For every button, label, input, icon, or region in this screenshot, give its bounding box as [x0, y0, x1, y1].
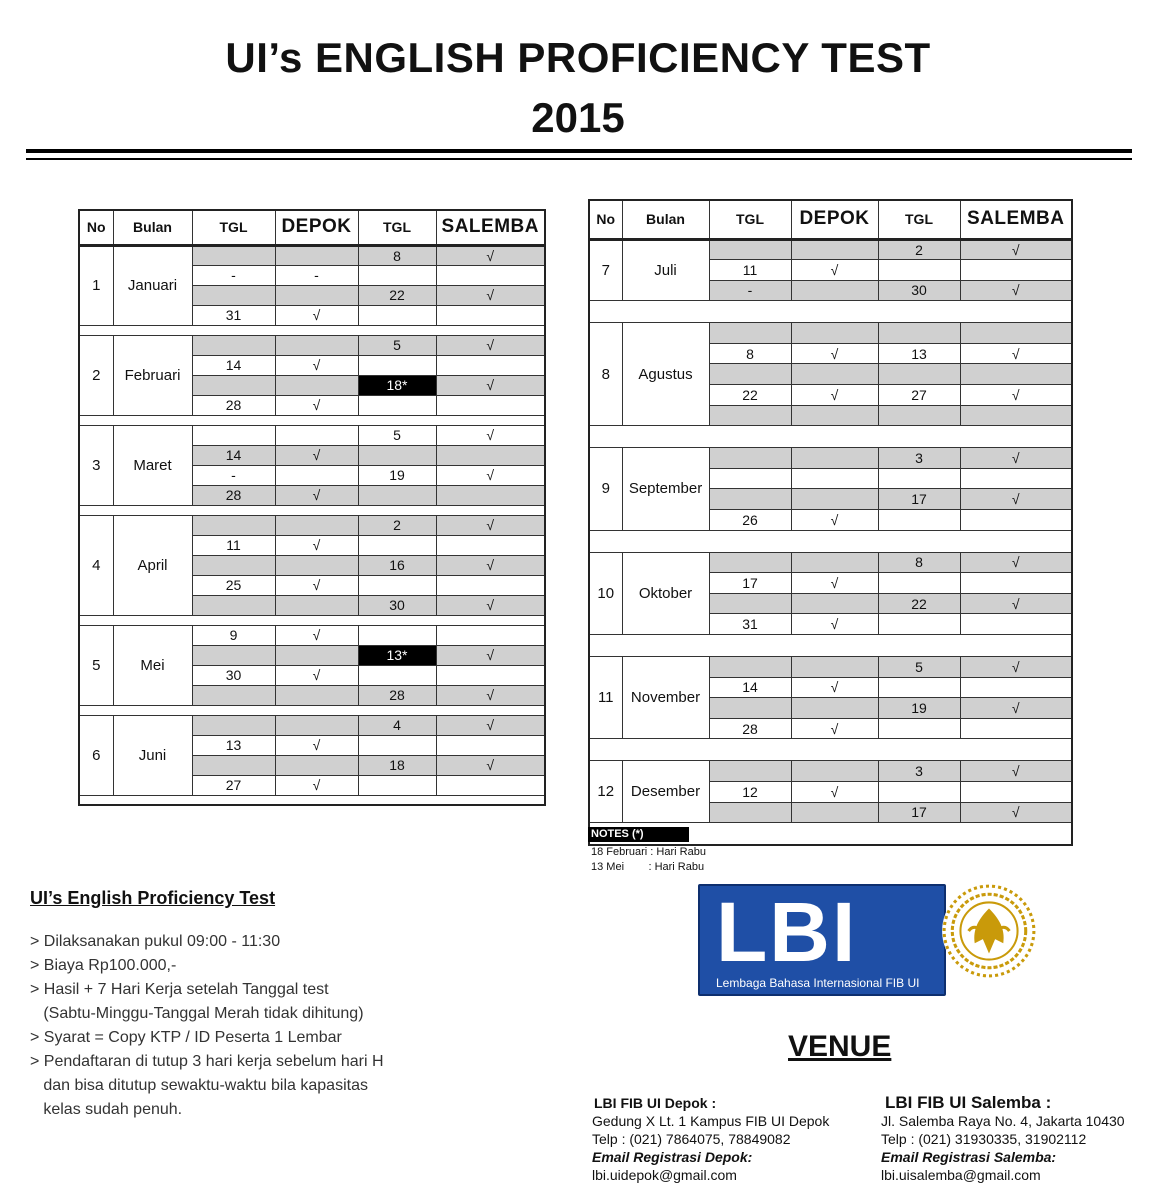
- salemba-date-cell: 3: [878, 761, 960, 782]
- salemba-date-cell: [878, 573, 960, 594]
- depok-date-cell: 17: [709, 573, 791, 594]
- depok-date-cell: 28: [709, 718, 791, 739]
- table-row: [79, 515, 545, 535]
- salemba-date-cell: [878, 364, 960, 385]
- month-number: 4: [79, 515, 113, 615]
- info-line: > Syarat = Copy KTP / ID Peserta 1 Lembar: [30, 1029, 342, 1046]
- depok-date-cell: 28: [192, 485, 275, 505]
- salemba-date-cell: [358, 305, 436, 325]
- table-row: [79, 625, 545, 645]
- salemba-check-cell: [436, 305, 545, 325]
- month-separator: [79, 795, 545, 805]
- table-row: [589, 323, 1072, 344]
- venue-depok-email[interactable]: lbi.uidepok@gmail.com: [592, 1167, 737, 1183]
- depok-check-cell: √: [275, 575, 358, 595]
- month-separator: [589, 301, 1072, 323]
- salemba-check-cell: √: [436, 375, 545, 395]
- salemba-date-cell: 22: [878, 593, 960, 614]
- salemba-check-cell: √: [960, 489, 1072, 510]
- depok-date-cell: [709, 802, 791, 823]
- salemba-check-cell: [436, 485, 545, 505]
- info-line: (Sabtu-Minggu-Tanggal Merah tidak dihitung): [30, 1005, 364, 1022]
- salemba-date-cell: 30: [878, 280, 960, 301]
- month-name: Oktober: [622, 552, 709, 634]
- salemba-date-cell: [358, 575, 436, 595]
- venue-depok-phone: Telp : (021) 7864075, 78849082: [592, 1131, 791, 1147]
- venue-depok: [592, 1094, 829, 1184]
- salemba-check-cell: √: [436, 685, 545, 705]
- depok-date-cell: 14: [192, 445, 275, 465]
- salemba-date-cell: [878, 260, 960, 281]
- month-name: Januari: [113, 245, 192, 325]
- salemba-date-cell: 4: [358, 715, 436, 735]
- month-name: Juli: [622, 239, 709, 301]
- header-depok: DEPOK: [791, 200, 878, 239]
- salemba-check-cell: [960, 510, 1072, 531]
- info-line: > Biaya Rp100.000,-: [30, 957, 177, 974]
- depok-date-cell: 22: [709, 385, 791, 406]
- venue-depok-address: Gedung X Lt. 1 Kampus FIB UI Depok: [592, 1113, 830, 1129]
- depok-date-cell: [192, 335, 275, 355]
- header-no: No: [79, 210, 113, 245]
- salemba-check-cell: [960, 323, 1072, 344]
- depok-check-cell: √: [275, 665, 358, 685]
- logo-subtitle: Lembaga Bahasa Internasional FIB UI: [716, 976, 920, 990]
- depok-date-cell: [192, 245, 275, 265]
- table-row: [589, 239, 1072, 260]
- depok-check-cell: √: [275, 305, 358, 325]
- depok-date-cell: [709, 405, 791, 426]
- depok-check-cell: √: [275, 445, 358, 465]
- schedule-table-jan-jun: [78, 209, 546, 806]
- depok-check-cell: [275, 515, 358, 535]
- salemba-check-cell: [960, 781, 1072, 802]
- salemba-check-cell: √: [960, 802, 1072, 823]
- month-separator: [79, 325, 545, 335]
- salemba-check-cell: √: [436, 285, 545, 305]
- depok-check-cell: √: [275, 355, 358, 375]
- salemba-check-cell: [960, 260, 1072, 281]
- depok-check-cell: [275, 755, 358, 775]
- month-number: 12: [589, 761, 622, 823]
- salemba-date-cell: 13: [878, 343, 960, 364]
- depok-date-cell: 11: [192, 535, 275, 555]
- salemba-check-cell: √: [960, 343, 1072, 364]
- salemba-check-cell: √: [436, 555, 545, 575]
- salemba-check-cell: √: [436, 515, 545, 535]
- venue-depok-email-label: Email Registrasi Depok:: [592, 1149, 753, 1165]
- salemba-check-cell: [960, 614, 1072, 635]
- month-name: Februari: [113, 335, 192, 415]
- salemba-check-cell: [960, 468, 1072, 489]
- salemba-check-cell: [436, 355, 545, 375]
- depok-date-cell: [709, 468, 791, 489]
- month-separator: [589, 635, 1072, 657]
- venue-salemba: [881, 1094, 1125, 1184]
- salemba-date-cell: 17: [878, 802, 960, 823]
- salemba-date-cell: 8: [878, 552, 960, 573]
- depok-date-cell: 8: [709, 343, 791, 364]
- header-bulan: Bulan: [113, 210, 192, 245]
- depok-check-cell: √: [791, 573, 878, 594]
- depok-date-cell: -: [192, 265, 275, 285]
- depok-date-cell: 12: [709, 781, 791, 802]
- depok-date-cell: [709, 552, 791, 573]
- venue-salemba-name: LBI FIB UI Salemba :: [885, 1093, 1052, 1112]
- header-tgl-salemba: TGL: [878, 200, 960, 239]
- salemba-date-cell: [358, 265, 436, 285]
- depok-check-cell: [275, 465, 358, 485]
- salemba-date-cell: 30: [358, 595, 436, 615]
- venue-salemba-address: Jl. Salemba Raya No. 4, Jakarta 10430: [881, 1113, 1125, 1129]
- depok-date-cell: 27: [192, 775, 275, 795]
- depok-date-cell: 31: [192, 305, 275, 325]
- salemba-date-cell: 22: [358, 285, 436, 305]
- depok-date-cell: 9: [192, 625, 275, 645]
- depok-date-cell: [192, 645, 275, 665]
- salemba-date-cell: 8: [358, 245, 436, 265]
- table-row: [79, 335, 545, 355]
- salemba-check-cell: √: [436, 245, 545, 265]
- salemba-date-cell: 17: [878, 489, 960, 510]
- depok-date-cell: [192, 595, 275, 615]
- month-number: 2: [79, 335, 113, 415]
- depok-check-cell: [275, 285, 358, 305]
- depok-check-cell: [791, 802, 878, 823]
- salemba-check-cell: [960, 718, 1072, 739]
- depok-check-cell: √: [791, 260, 878, 281]
- depok-check-cell: [275, 645, 358, 665]
- salemba-date-cell: [358, 485, 436, 505]
- depok-check-cell: [791, 468, 878, 489]
- salemba-check-cell: [960, 364, 1072, 385]
- depok-check-cell: [275, 685, 358, 705]
- depok-check-cell: [791, 405, 878, 426]
- depok-date-cell: [709, 593, 791, 614]
- depok-date-cell: 14: [192, 355, 275, 375]
- header-tgl-depok: TGL: [192, 210, 275, 245]
- salemba-date-cell: [358, 355, 436, 375]
- depok-check-cell: [791, 593, 878, 614]
- venue-salemba-email-label: Email Registrasi Salemba:: [881, 1149, 1057, 1165]
- header-depok: DEPOK: [275, 210, 358, 245]
- salemba-check-cell: [436, 625, 545, 645]
- month-name: September: [622, 448, 709, 530]
- month-number: 5: [79, 625, 113, 705]
- depok-check-cell: √: [275, 625, 358, 645]
- month-separator: [589, 426, 1072, 448]
- depok-date-cell: 11: [709, 260, 791, 281]
- depok-date-cell: 25: [192, 575, 275, 595]
- depok-check-cell: [791, 448, 878, 469]
- salemba-date-cell: [878, 781, 960, 802]
- month-number: 3: [79, 425, 113, 505]
- month-number: 6: [79, 715, 113, 795]
- salemba-check-cell: [436, 445, 545, 465]
- salemba-date-cell: 19: [878, 698, 960, 719]
- depok-check-cell: [275, 245, 358, 265]
- salemba-check-cell: [436, 535, 545, 555]
- depok-check-cell: [791, 489, 878, 510]
- depok-check-cell: √: [791, 677, 878, 698]
- salemba-date-cell: [358, 395, 436, 415]
- month-number: 7: [589, 239, 622, 301]
- depok-check-cell: √: [791, 510, 878, 531]
- depok-check-cell: [791, 239, 878, 260]
- salemba-check-cell: √: [960, 385, 1072, 406]
- header-salemba: SALEMBA: [960, 200, 1072, 239]
- salemba-check-cell: √: [960, 280, 1072, 301]
- depok-date-cell: [192, 375, 275, 395]
- depok-date-cell: [709, 364, 791, 385]
- month-separator: [589, 739, 1072, 761]
- month-separator: [79, 615, 545, 625]
- depok-date-cell: -: [709, 280, 791, 301]
- salemba-check-cell: √: [960, 657, 1072, 678]
- salemba-check-cell: [960, 677, 1072, 698]
- depok-date-cell: [192, 515, 275, 535]
- month-number: 11: [589, 657, 622, 739]
- depok-check-cell: [275, 335, 358, 355]
- salemba-date-cell: [878, 405, 960, 426]
- ui-makara-seal-icon: [938, 880, 1040, 982]
- salemba-check-cell: √: [436, 595, 545, 615]
- salemba-check-cell: √: [436, 335, 545, 355]
- info-heading: UI’s English Proficiency Test: [30, 888, 276, 908]
- header-tgl-salemba: TGL: [358, 210, 436, 245]
- depok-check-cell: [791, 761, 878, 782]
- depok-check-cell: [791, 698, 878, 719]
- month-name: Maret: [113, 425, 192, 505]
- salemba-check-cell: [436, 735, 545, 755]
- info-line: > Pendaftaran di tutup 3 hari kerja sebelum hari H: [30, 1053, 384, 1070]
- depok-date-cell: [192, 685, 275, 705]
- salemba-date-cell: [878, 677, 960, 698]
- depok-date-cell: [709, 239, 791, 260]
- depok-check-cell: √: [791, 343, 878, 364]
- table-row: [79, 715, 545, 735]
- salemba-date-cell: [878, 323, 960, 344]
- depok-check-cell: [791, 552, 878, 573]
- depok-check-cell: [791, 364, 878, 385]
- page-title: UI’s ENGLISH PROFICIENCY TEST: [225, 34, 931, 81]
- salemba-date-cell: 5: [878, 657, 960, 678]
- salemba-check-cell: √: [960, 698, 1072, 719]
- depok-check-cell: √: [791, 385, 878, 406]
- schedule-table-jul-dec: [588, 199, 1073, 846]
- depok-check-cell: √: [791, 781, 878, 802]
- salemba-check-cell: [960, 573, 1072, 594]
- depok-check-cell: [275, 375, 358, 395]
- salemba-date-cell: [358, 775, 436, 795]
- header-tgl-depok: TGL: [709, 200, 791, 239]
- note-line-1: 18 Februari : Hari Rabu: [591, 846, 706, 858]
- salemba-date-cell: 16: [358, 555, 436, 575]
- salemba-date-cell: [878, 614, 960, 635]
- depok-check-cell: [275, 595, 358, 615]
- venue-depok-name: LBI FIB UI Depok :: [594, 1095, 717, 1111]
- depok-date-cell: [709, 698, 791, 719]
- salemba-date-cell: 19: [358, 465, 436, 485]
- depok-check-cell: -: [275, 265, 358, 285]
- depok-date-cell: [709, 323, 791, 344]
- salemba-check-cell: √: [960, 552, 1072, 573]
- depok-date-cell: [192, 555, 275, 575]
- depok-check-cell: √: [275, 775, 358, 795]
- salemba-check-cell: [436, 395, 545, 415]
- depok-check-cell: √: [275, 735, 358, 755]
- salemba-date-cell: [358, 665, 436, 685]
- lbi-logo: [698, 884, 946, 996]
- depok-date-cell: [192, 715, 275, 735]
- depok-date-cell: 26: [709, 510, 791, 531]
- venue-salemba-email[interactable]: lbi.uisalemba@gmail.com: [881, 1167, 1041, 1183]
- info-line: kelas sudah penuh.: [30, 1101, 183, 1118]
- month-separator: [589, 530, 1072, 552]
- depok-date-cell: 28: [192, 395, 275, 415]
- title-rule-thin: [26, 158, 1132, 160]
- depok-check-cell: √: [275, 535, 358, 555]
- salemba-date-cell: [358, 535, 436, 555]
- table-row: [79, 245, 545, 265]
- month-name: Agustus: [622, 323, 709, 426]
- salemba-check-cell: √: [436, 645, 545, 665]
- depok-date-cell: [192, 755, 275, 775]
- salemba-check-cell: √: [436, 755, 545, 775]
- depok-date-cell: 13: [192, 735, 275, 755]
- salemba-date-cell: [358, 735, 436, 755]
- notes-heading: NOTES (*): [588, 827, 689, 842]
- month-name: Mei: [113, 625, 192, 705]
- logo-text: LBI: [716, 885, 858, 979]
- month-separator: [79, 415, 545, 425]
- month-name: Desember: [622, 761, 709, 823]
- salemba-check-cell: [436, 265, 545, 285]
- depok-check-cell: [275, 715, 358, 735]
- table-row: [589, 657, 1072, 678]
- info-line: dan bisa ditutup sewaktu-waktu bila kapasitas: [30, 1077, 368, 1094]
- month-number: 9: [589, 448, 622, 530]
- depok-date-cell: [709, 489, 791, 510]
- month-name: November: [622, 657, 709, 739]
- table-row: [589, 448, 1072, 469]
- info-line: > Hasil + 7 Hari Kerja setelah Tanggal test: [30, 981, 329, 998]
- salemba-check-cell: √: [960, 239, 1072, 260]
- salemba-date-cell: [878, 468, 960, 489]
- salemba-date-cell: 2: [358, 515, 436, 535]
- header-bulan: Bulan: [622, 200, 709, 239]
- salemba-check-cell: [436, 665, 545, 685]
- venue-salemba-phone: Telp : (021) 31930335, 31902112: [881, 1131, 1087, 1147]
- depok-check-cell: √: [275, 395, 358, 415]
- salemba-check-cell: [436, 775, 545, 795]
- depok-date-cell: [192, 285, 275, 305]
- depok-date-cell: [709, 448, 791, 469]
- title-rule-thick: [26, 149, 1132, 153]
- info-line: > Dilaksanakan pukul 09:00 - 11:30: [30, 933, 281, 950]
- depok-date-cell: [709, 657, 791, 678]
- table-row: [79, 425, 545, 445]
- salemba-date-cell: 28: [358, 685, 436, 705]
- salemba-date-cell: 27: [878, 385, 960, 406]
- month-separator: [79, 705, 545, 715]
- depok-check-cell: √: [791, 614, 878, 635]
- salemba-date-cell: 5: [358, 425, 436, 445]
- page-year: 2015: [531, 94, 625, 141]
- month-name: Juni: [113, 715, 192, 795]
- depok-date-cell: 14: [709, 677, 791, 698]
- salemba-check-cell: √: [436, 715, 545, 735]
- month-separator: [79, 505, 545, 515]
- salemba-check-cell: √: [960, 448, 1072, 469]
- header-salemba: SALEMBA: [436, 210, 545, 245]
- salemba-date-cell: [878, 510, 960, 531]
- salemba-date-cell: 13*: [358, 645, 436, 665]
- salemba-check-cell: √: [960, 761, 1072, 782]
- month-name: April: [113, 515, 192, 615]
- salemba-date-cell: 5: [358, 335, 436, 355]
- note-line-2: 13 Mei : Hari Rabu: [591, 861, 705, 873]
- salemba-date-cell: [878, 718, 960, 739]
- depok-date-cell: 30: [192, 665, 275, 685]
- salemba-check-cell: √: [960, 593, 1072, 614]
- salemba-date-cell: [358, 625, 436, 645]
- depok-date-cell: 31: [709, 614, 791, 635]
- salemba-check-cell: √: [436, 465, 545, 485]
- depok-date-cell: [709, 761, 791, 782]
- depok-check-cell: √: [275, 485, 358, 505]
- salemba-date-cell: [358, 445, 436, 465]
- header-no: No: [589, 200, 622, 239]
- depok-date-cell: -: [192, 465, 275, 485]
- salemba-date-cell: 2: [878, 239, 960, 260]
- depok-check-cell: [791, 280, 878, 301]
- depok-check-cell: √: [791, 718, 878, 739]
- month-number: 1: [79, 245, 113, 325]
- salemba-date-cell: 18: [358, 755, 436, 775]
- venue-heading: VENUE: [788, 1030, 892, 1063]
- depok-check-cell: [791, 323, 878, 344]
- depok-check-cell: [275, 425, 358, 445]
- salemba-check-cell: [436, 575, 545, 595]
- depok-date-cell: [192, 425, 275, 445]
- table-row: [589, 761, 1072, 782]
- month-number: 10: [589, 552, 622, 634]
- table-row: [589, 552, 1072, 573]
- salemba-date-cell: 3: [878, 448, 960, 469]
- depok-check-cell: [275, 555, 358, 575]
- depok-check-cell: [791, 657, 878, 678]
- month-number: 8: [589, 323, 622, 426]
- salemba-date-cell: 18*: [358, 375, 436, 395]
- salemba-check-cell: √: [436, 425, 545, 445]
- info-list: [30, 930, 384, 1122]
- salemba-check-cell: [960, 405, 1072, 426]
